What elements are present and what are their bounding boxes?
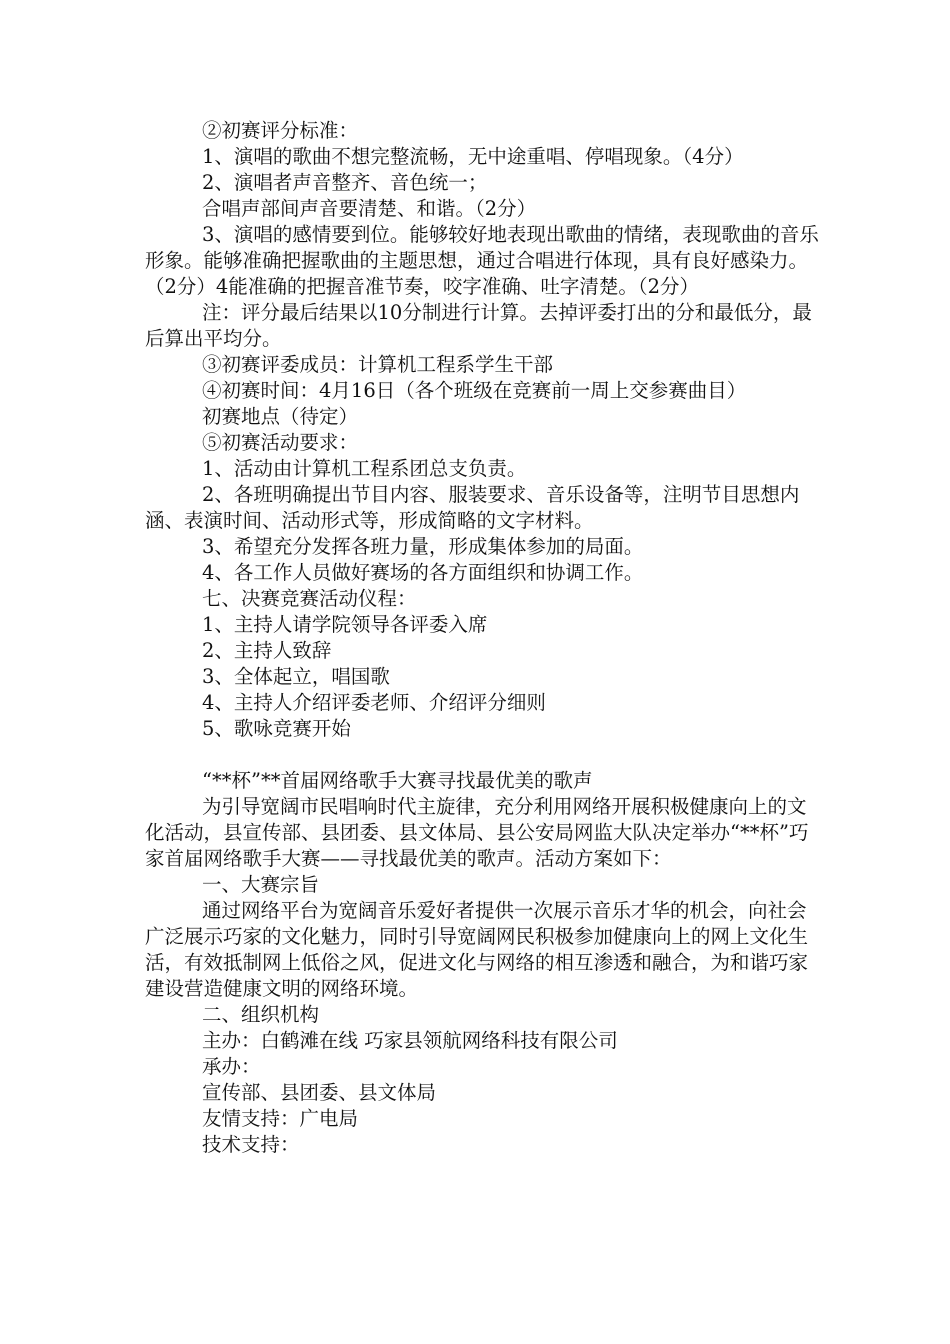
document-page [145, 118, 820, 1158]
paragraph: 3、全体起立，唱国歌 [202, 665, 390, 688]
paragraph: 2、主持人致辞 [202, 639, 332, 662]
paragraph: 2、各班明确提出节目内容、服装要求、音乐设备等，注明节目思想内涵、表演时间、活动形式等，形成简略的文字材料。 [145, 483, 800, 532]
paragraph: 2、演唱者声音整齐、音色统一； [202, 171, 488, 194]
paragraph: 1、主持人请学院领导各评委入席 [202, 613, 488, 636]
paragraph: 一、大赛宗旨 [202, 873, 320, 896]
paragraph: ②初赛评分标准： [202, 119, 359, 142]
paragraph: 3、希望充分发挥各班力量，形成集体参加的局面。 [202, 535, 644, 558]
paragraph: 二、组织机构 [202, 1003, 320, 1026]
paragraph: 3、演唱的感情要到位。能够较好地表现出歌曲的情绪，表现歌曲的音乐形象。能够准确把握歌曲的主题思想，通过合唱进行体现，具有良好感染力。（2分）4能准确的把握音准节奏，咬字准确、吐字清楚。（2分） [145, 223, 819, 298]
paragraph: “**杯”**首届网络歌手大赛寻找最优美的歌声 [202, 769, 593, 792]
blank-line [145, 742, 820, 768]
paragraph: 5、歌咏竞赛开始 [202, 717, 351, 740]
paragraph: 友情支持：广电局 [202, 1107, 359, 1130]
paragraph: ⑤初赛活动要求： [202, 431, 359, 454]
paragraph: 4、各工作人员做好赛场的各方面组织和协调工作。 [202, 561, 644, 584]
paragraph: 为引导宽阔市民唱响时代主旋律，充分利用网络开展积极健康向上的文化活动，县宣传部、县团委、县文体局、县公安局网监大队决定举办“**杯”巧家首届网络歌手大赛——寻找最优美的歌声。活动方案如下： [145, 795, 809, 870]
paragraph: 通过网络平台为宽阔音乐爱好者提供一次展示音乐才华的机会，向社会广泛展示巧家的文化魅力，同时引导宽阔网民积极参加健康向上的网上文化生活，有效抵制网上低俗之风，促进文化与网络的相互渗透和融合，为和谐巧家建设营造健康文明的网络环境。 [145, 899, 809, 1000]
paragraph: 1、活动由计算机工程系团总支负责。 [202, 457, 527, 480]
paragraph: 承办： [202, 1055, 261, 1078]
paragraph: 宣传部、县团委、县文体局 [202, 1081, 437, 1104]
paragraph: 4、主持人介绍评委老师、介绍评分细则 [202, 691, 546, 714]
paragraph: 1、演唱的歌曲不想完整流畅，无中途重唱、停唱现象。（4分） [202, 145, 744, 168]
paragraph: 初赛地点（待定） [202, 405, 359, 428]
paragraph: ③初赛评委成员：计算机工程系学生干部 [202, 353, 554, 376]
paragraph: 注：评分最后结果以10分制进行计算。去掉评委打出的分和最低分，最后算出平均分。 [145, 301, 812, 350]
paragraph: 技术支持： [202, 1133, 300, 1156]
paragraph: 七、决赛竞赛活动仪程： [202, 587, 417, 610]
paragraph: 主办：白鹤滩在线 巧家县领航网络科技有限公司 [202, 1029, 618, 1052]
paragraph: ④初赛时间：4月16日（各个班级在竞赛前一周上交参赛曲目） [202, 379, 747, 402]
paragraph: 合唱声部间声音要清楚、和谐。（2分） [202, 197, 537, 220]
